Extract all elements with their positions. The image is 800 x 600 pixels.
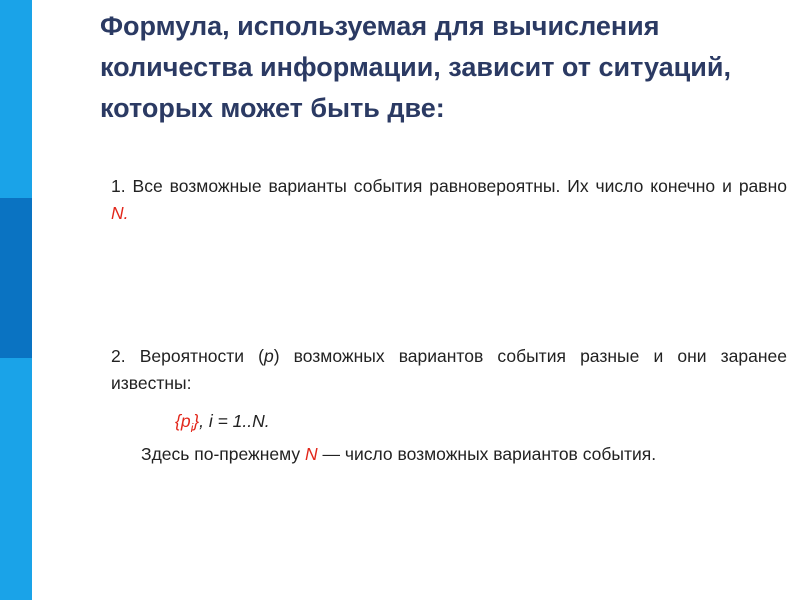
- formula-set-open: {p: [175, 411, 191, 431]
- case-one-n-variable: N: [111, 203, 124, 223]
- sidebar-accent-stripe: [0, 198, 32, 358]
- note-text-start: Здесь по-прежнему: [141, 444, 305, 464]
- case-two-paragraph: [111, 343, 787, 397]
- slide-title: Формула, используемая для вычисления количества информации, зависит от ситуаций, которых может быть две:: [100, 11, 731, 123]
- case-one-period: .: [123, 203, 129, 223]
- case-one-paragraph: [111, 173, 787, 227]
- formula-subscript: i: [190, 421, 194, 435]
- case-two-p-variable: p: [263, 346, 274, 366]
- slide-sidebar: [0, 0, 32, 600]
- case-two-text-end: ) возможных вариантов события разные и они заранее известны:: [111, 346, 787, 393]
- formula-range: , i = 1..N.: [199, 411, 270, 431]
- probability-formula: [175, 408, 270, 442]
- note-text-end: — число возможных вариантов события.: [317, 444, 657, 464]
- case-one-text: 1. Все возможные варианты события равновероятны. Их число конечно и равно: [111, 176, 787, 196]
- formula-set-close: }: [193, 411, 200, 431]
- note-paragraph: [111, 441, 787, 468]
- note-n-variable: N: [304, 444, 318, 464]
- case-two-text-start: 2. Вероятности (: [111, 346, 264, 366]
